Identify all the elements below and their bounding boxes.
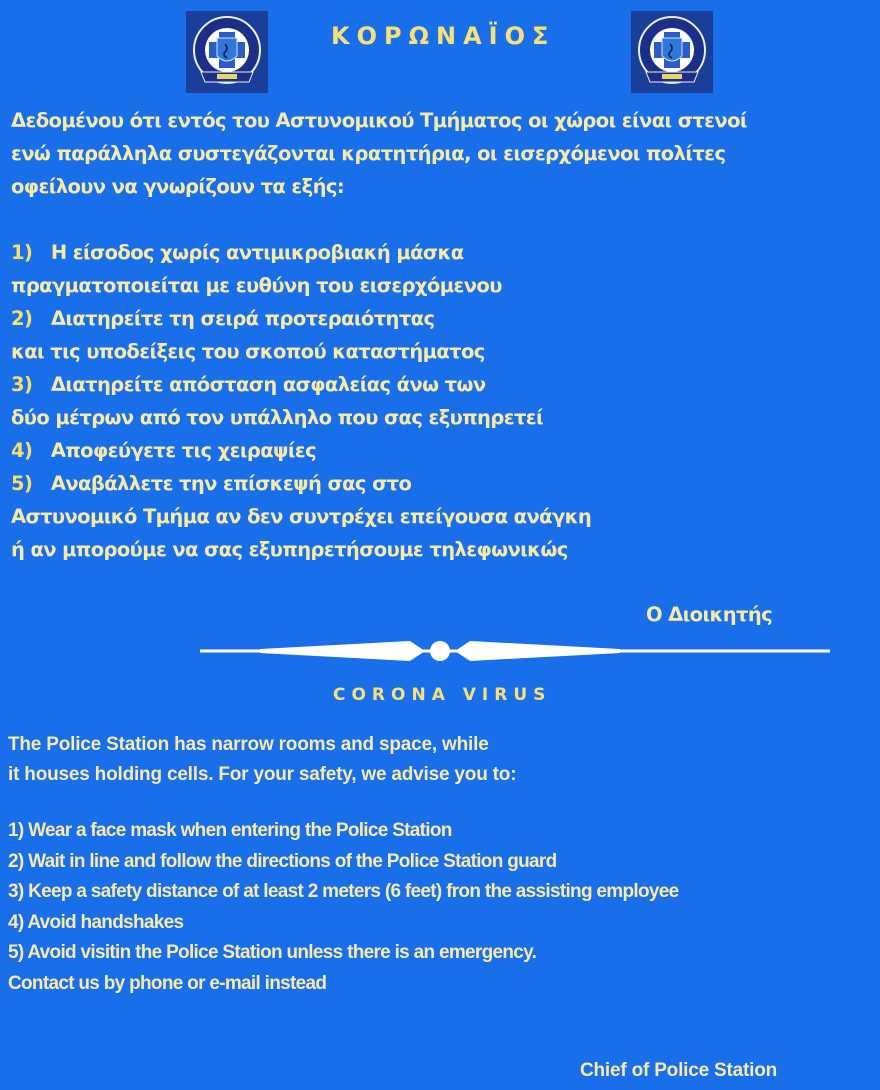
greek-item-2: 2) Διατηρείτε τη σειρά προτεραιότητας [11, 307, 435, 330]
english-signature: Chief of Police Station [580, 1060, 778, 1081]
greek-item-1-cont: πραγματοποιείται με ευθύνη του εισερχόμενου [11, 274, 502, 297]
english-item-2: 2) Wait in line and follow the directions of the Police Station guard [8, 850, 557, 872]
english-item-4: 4) Avoid handshakes [8, 911, 184, 933]
greek-signature: Ο Διοικητής [646, 603, 773, 626]
greek-item-5-cont: Αστυνομικό Τμήμα αν δεν συντρέχει επείγουσα ανάγκη [11, 505, 592, 528]
ornamental-divider [200, 636, 830, 666]
hellenic-police-logo-right [631, 11, 713, 93]
title-greek: ΚΟΡΩΝΑΪΟΣ [331, 22, 556, 50]
english-item-3: 3) Keep a safety distance of at least 2 meters (6 feet) fron the assisting employee [8, 881, 679, 902]
hellenic-police-logo-left [186, 11, 268, 93]
english-item-5: 5) Avoid visitin the Police Station unless there is an emergency. [8, 942, 537, 963]
police-emblem-icon [187, 12, 267, 92]
greek-item-3-cont: δύο μέτρων από τον υπάλληλο που σας εξυπηρετεί [11, 406, 544, 429]
greek-intro-line: ενώ παράλληλα συστεγάζονται κρατητήρια, οι εισερχόμενοι πολίτες [11, 142, 726, 165]
title-english: CORONA VIRUS [333, 685, 552, 705]
greek-list [11, 236, 591, 566]
english-list [8, 816, 679, 999]
greek-intro [11, 104, 747, 203]
greek-item-5-cont2: ή αν μπορούμε να σας εξυπηρετήσουμε τηλεφωνικώς [11, 538, 568, 561]
greek-intro-line: οφείλουν να γνωρίζουν τα εξής: [11, 175, 345, 198]
english-intro-line: The Police Station has narrow rooms and space, while [8, 734, 489, 755]
english-item-5-cont: Contact us by phone or e-mail instead [8, 972, 327, 994]
police-emblem-icon [632, 12, 712, 92]
greek-intro-line: Δεδομένου ότι εντός του Αστυνομικού Τμήματος οι χώροι είναι στενοί [11, 109, 747, 132]
english-intro-line: it houses holding cells. For your safety, we advise you to: [8, 764, 517, 785]
greek-item-2-cont: και τις υποδείξεις του σκοπού καταστήματος [11, 340, 485, 363]
greek-item-3: 3) Διατηρείτε απόσταση ασφαλείας άνω των [11, 373, 486, 396]
english-intro [8, 730, 516, 790]
english-item-1: 1) Wear a face mask when entering the Police Station [8, 820, 452, 841]
greek-item-5: 5) Αναβάλλετε την επίσκεψή σας στο [11, 472, 412, 495]
greek-item-1: 1) Η είσοδος χωρίς αντιμικροβιακή μάσκα [11, 241, 464, 264]
greek-item-4: 4) Αποφεύγετε τις χειραψίες [11, 439, 317, 462]
